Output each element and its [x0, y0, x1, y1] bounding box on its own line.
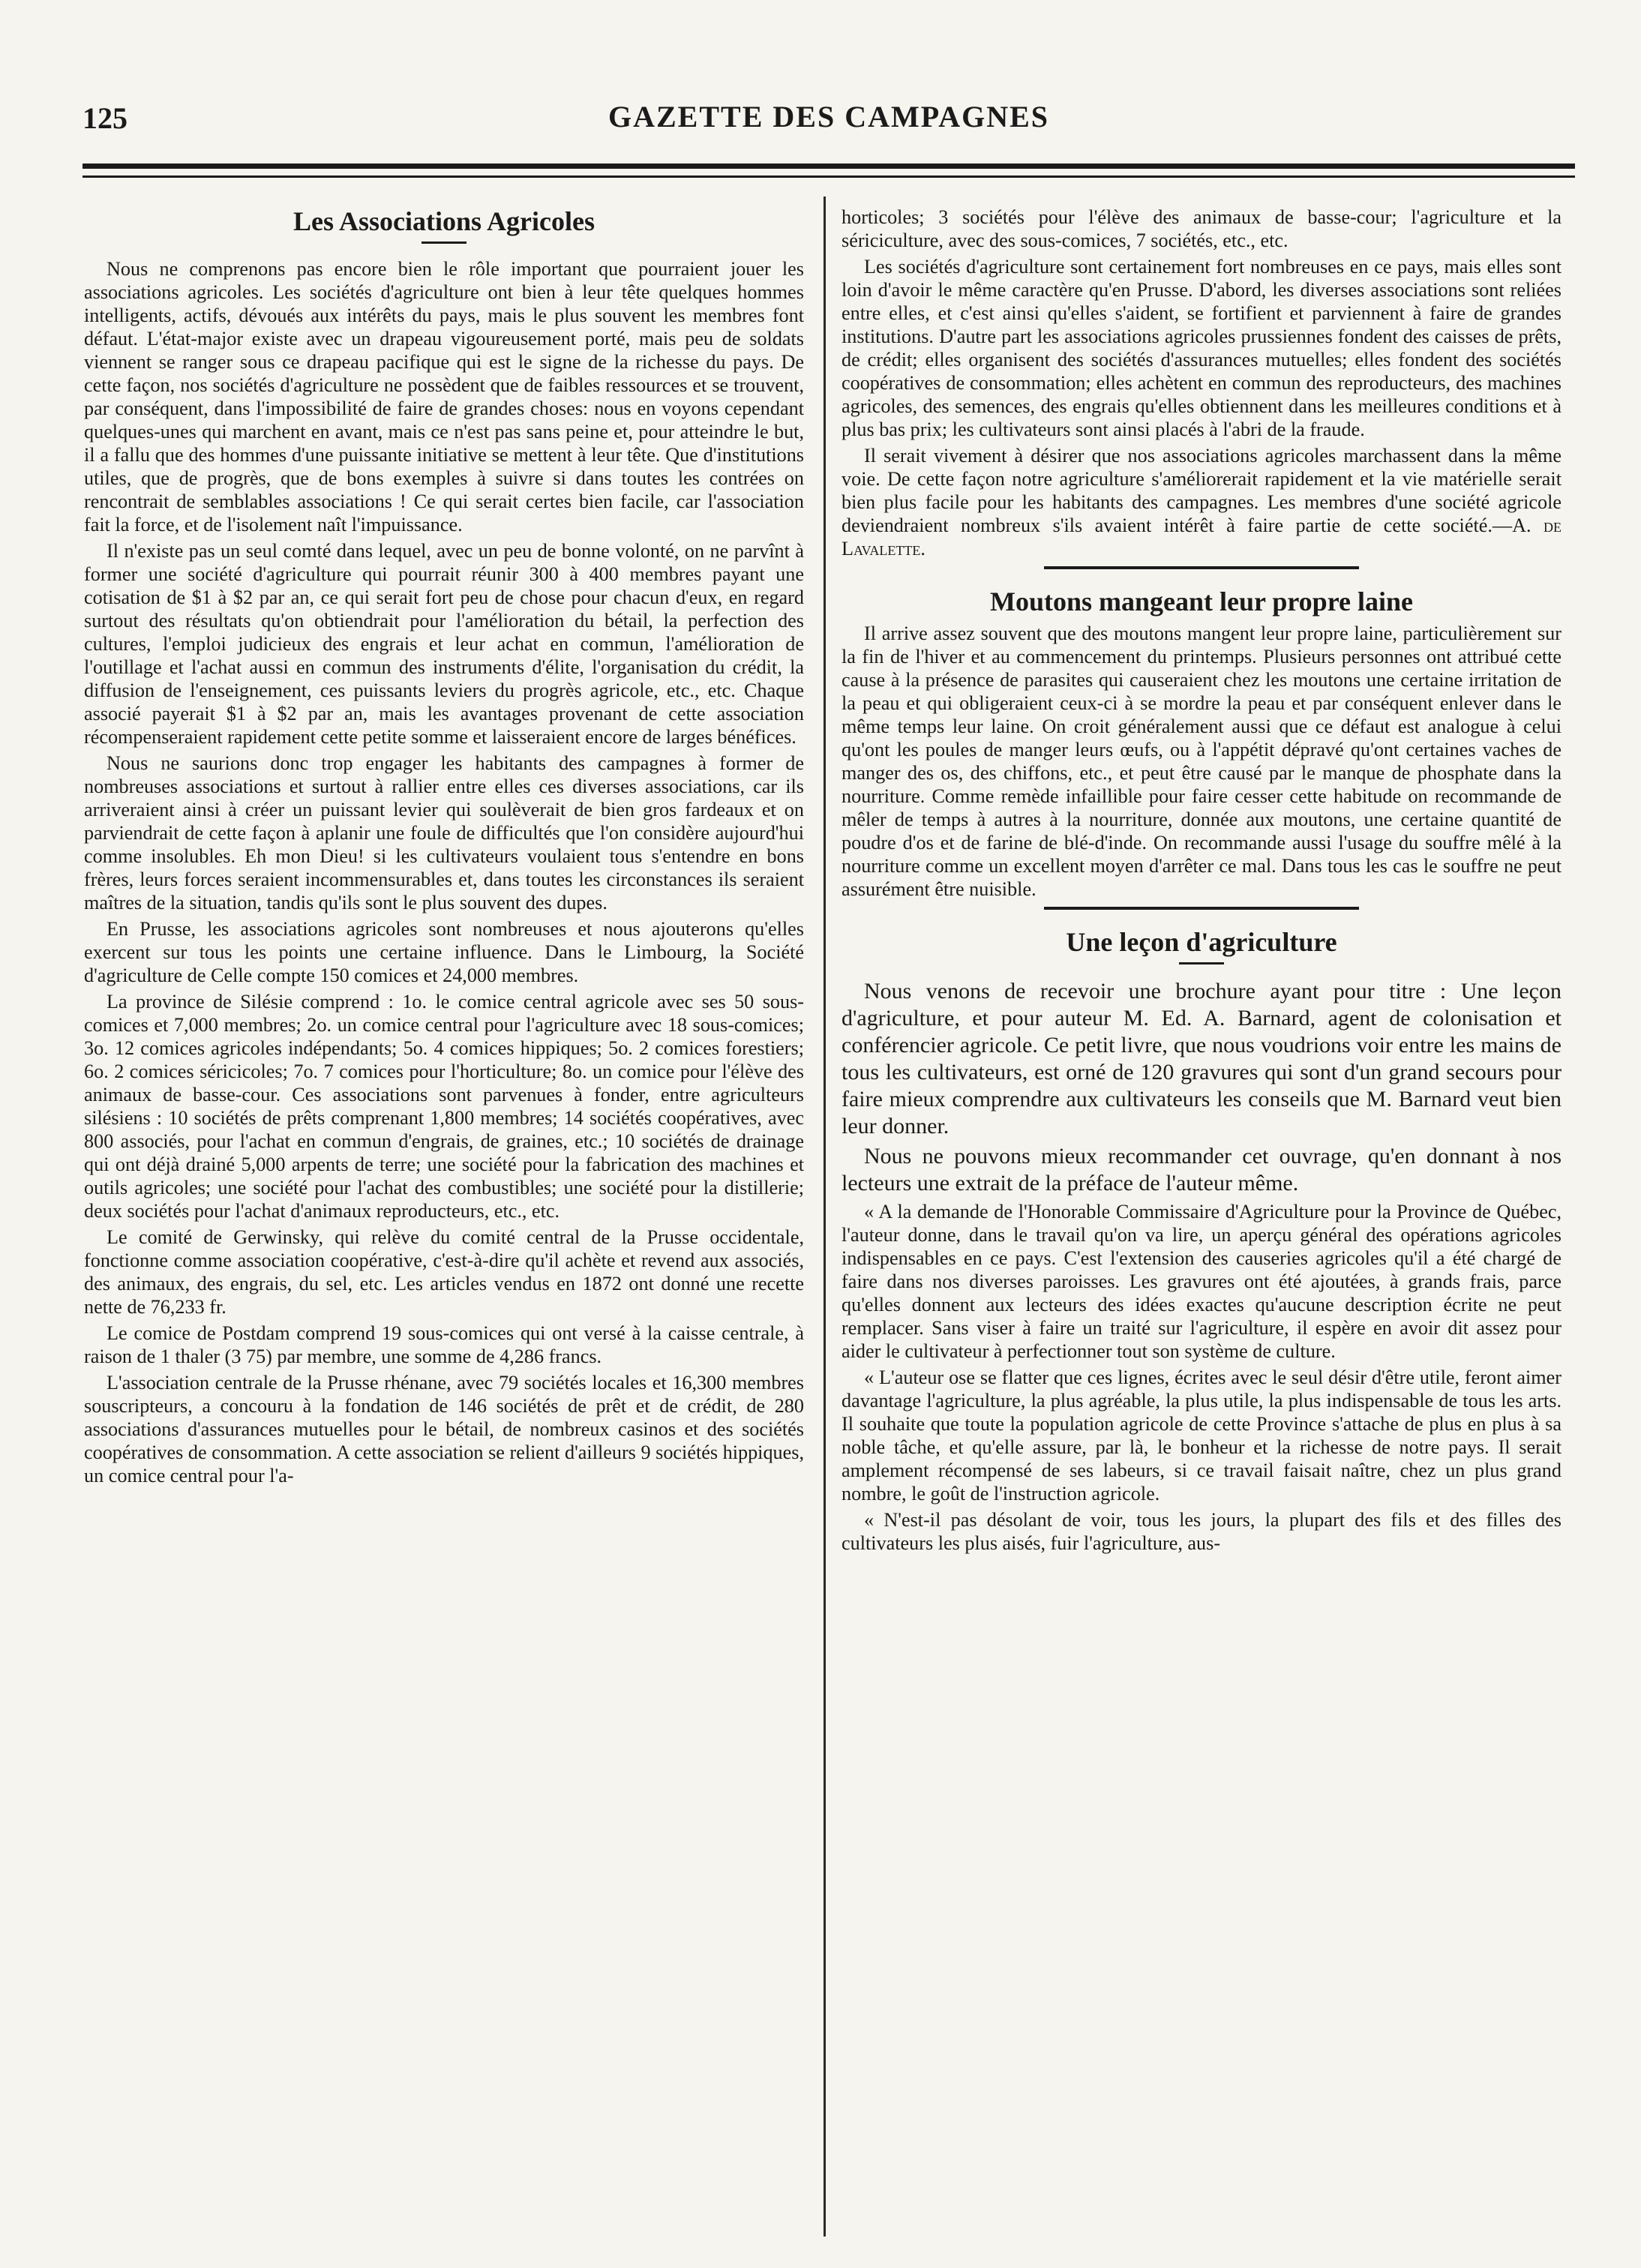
- paragraph: Les sociétés d'agriculture sont certainement fort nombreuses en ce pays, mais elles sont loin d'avoir le même caractère qu'en Prusse. D'abord, les diverses associations sont reliées entre elles, et c'est ainsi qu'elles s'aident, se fortifient et parviennent à faire de grandes institutions. D'autre part les associations agricoles prussiennes fondent des caisses de prêts, de crédit; elles organisent des sociétés d'assurances mutuelles; elles fondent des sociétés coopératives de consommation; elles achètent en commun des reproducteurs, des machines agricoles, des semences, des engrais qu'elles obtiennent dans les meilleures conditions et à plus bas prix; les cultivateurs sont ainsi placés à l'abri de la fraude.: [842, 256, 1562, 440]
- column-divider: [824, 196, 826, 2236]
- author-signature: A. de Lavalette.: [842, 514, 1562, 560]
- paragraph: En Prusse, les associations agricoles sont nombreuses et nous ajouterons qu'elles exercent sur tous les points une certaine influence. Dans le Limbourg, la Société d'agriculture de Celle compte 150 comices et 24,000 membres.: [84, 918, 804, 986]
- quote-paragraph: « N'est-il pas désolant de voir, tous les jours, la plupart des fils et des filles des cultivateurs les plus aisés, fuir l'agriculture, aus-: [842, 1509, 1562, 1554]
- paragraph-text: Il serait vivement à désirer que nos associations agricoles marchassent dans la même voie. De cette façon notre agriculture s'améliorerait rapidement et la vie matérielle serait bien plus facile pour les habitants des campagnes. Les membres d'une société agricole deviendraient nombreux s'ils avaient intérêt à faire partie de cette société.—: [842, 445, 1562, 536]
- quote-paragraph: « A la demande de l'Honorable Commissaire d'Agriculture pour la Province de Québec, l'auteur donne, dans le travail qu'on va lire, un aperçu général des opérations agricoles indispensables en ce pays. C'est l'extension des causeries agricoles qu'il a été chargé de faire dans nos diverses paroisses. Les gravures ont été ajoutées, à grands frais, parce qu'elles donnent aux lecteurs des idées exactes qu'aucune description écrite ne peut remplacer. Sans viser à faire un traité sur l'agriculture, il espère en avoir dit assez pour aider le cultivateur à perfectionner tout son système de culture.: [842, 1201, 1562, 1362]
- paragraph: Il n'existe pas un seul comté dans lequel, avec un peu de bonne volonté, on ne parvînt à former une société d'agriculture qui pourrait réunir 300 à 400 membres payant une cotisation de $1 à $2 par an, ce qui serait fort peu de chose pour chacun d'eux, en regard surtout des résultats qu'on obtiendrait pour l'amélioration du bétail, la perfection des cultures, l'emploi judicieux des engrais et leur achat en commun, l'amélioration de l'outillage et l'achat aussi en commun des instruments d'élite, l'organisation du crédit, la diffusion de l'enseignement, ces puissants leviers du progrès agricole, etc., etc. Chaque associé payerait $1 à $2 par an, mais les avantages provenant de cette association récompenseraient rapidement cette petite somme et laisseraient encore de larges bénéfices.: [84, 540, 804, 748]
- article-title-lesson: Une leçon d'agriculture: [1066, 927, 1337, 957]
- paragraph: Nous ne saurions donc trop engager les habitants des campagnes à former de nombreuses associations et surtout à rallier entre elles ces diverses associations, car ils arriveraient ainsi à créer un puissant levier qui soulèverait de bien gros fardeaux et on parviendrait de cette façon à aplanir une foule de difficultés que l'on considère aujourd'hui comme insolubles. Eh mon Dieu! si les cultivateurs voulaient tous s'entendre en bons frères, leurs forces seraient incommensurables et, dans toutes les circonstances ils seraient maîtres de la situation, tandis qu'ils sont le plus souvent des dupes.: [84, 752, 804, 914]
- right-column: [842, 206, 1562, 1558]
- page-header: [82, 92, 1575, 136]
- paragraph: Le comité de Gerwinsky, qui relève du comité central de la Prusse occidentale, fonctionne comme association coopérative, c'est-à-dire qu'il achète et revend aux associés, des animaux, des engrais, du sel, etc. Les articles vendus en 1872 ont donné une recette nette de 76,233 fr.: [84, 1226, 804, 1318]
- paragraph: Il arrive assez souvent que des moutons mangent leur propre laine, particulièrement sur la fin de l'hiver et au commencement du printemps. Plusieurs personnes ont attribué cette cause à la présence de parasites qui causeraient chez les moutons une certaine irritation de la peau et qui obligeraient ceux-ci à se mordre la peau et par conséquent enlever dans le même temps leur laine. On croit généralement aussi que ce défaut est analogue à celui qu'ont les poules de manger leurs œufs, ou à l'appétit dépravé qu'ont certaines vaches de manger des os, des chiffons, etc., et peut être causé par le manque de phosphate dans la nourriture. Comme remède infaillible pour faire cesser cette habitude on recommande de mêler de temps à autres à la nourriture, donnée aux moutons, une certaine quantité de poudre d'os et de farine de blé-d'inde. On recommande aussi l'usage du souffre mêlé à la nourriture comme un excellent moyen d'arrêter ce mal. Dans tous les cas le souffre ne peut assurément être nuisible.: [842, 622, 1562, 900]
- paragraph: Nous ne comprenons pas encore bien le rôle important que pourraient jouer les associations agricoles. Les sociétés d'agriculture ont bien à leur tête quelques hommes intelligents, actifs, dévoués aux intérêts du pays, mais le plus souvent les membres font défaut. L'état-major existe avec un drapeau vigoureusement porté, mais peu de soldats viennent se ranger sous ce drapeau pacifique qui est le signe de la richesse du pays. De cette façon, nos sociétés d'agriculture ne possèdent que de faibles ressources et se trouvent, par conséquent, dans l'impossibilité de faire de grandes choses: nous en voyons cependant quelques-unes qui marchent en avant, mais ce n'est pas sans peine et, pour atteindre le but, il a fallu que des hommes d'une puissante initiative se mettent à leur tête. Que d'institutions utiles, que de progrès, que de bons exemples à suivre si dans toutes les contrées on rencontrait de semblables associations ! Ce qui serait certes bien facile, car l'association fait la force, et de l'isolement naît l'impuissance.: [84, 258, 804, 536]
- paragraph: Nous venons de recevoir une brochure ayant pour titre : Une leçon d'agriculture, et pour auteur M. Ed. A. Barnard, agent de colonisation et conférencier agricole. Ce petit livre, que nous voudrions voir entre les mains de tous les cultivateurs, est orné de 120 gravures qui sont d'un grand secours pour faire mieux comprendre aux cultivateurs les conseils que M. Barnard veut bien leur donner.: [842, 979, 1562, 1138]
- header-rule-thin: [82, 176, 1575, 178]
- section-separator: [1044, 566, 1359, 569]
- paragraph: L'association centrale de la Prusse rhénane, avec 79 sociétés locales et 16,300 membres souscripteurs, a concouru à la fondation de 146 sociétés de prêt et de crédit, de 280 associations d'assurances mutuelles pour le bétail, de nombreux casinos et des sociétés coopératives de consommation. A cette association se relient d'ailleurs 9 sociétés hippiques, un comice central pour l'a-: [84, 1372, 804, 1486]
- page-number: 125: [82, 101, 128, 135]
- paragraph: [842, 444, 1562, 560]
- article-title-associations: Les Associations Agricoles: [293, 206, 595, 236]
- paragraph: Nous ne pouvons mieux recommander cet ouvrage, qu'en donnant à nos lecteurs une extrait de la préface de l'auteur même.: [842, 1144, 1562, 1196]
- title-divider: [1179, 962, 1224, 964]
- header-rule-thick: [82, 164, 1575, 169]
- section-separator: [1044, 907, 1359, 910]
- paragraph: Le comice de Postdam comprend 19 sous-comices qui ont versé à la caisse centrale, à raison de 1 thaler (3 75) par membre, une somme de 4,286 francs.: [84, 1322, 804, 1367]
- quote-paragraph: « L'auteur ose se flatter que ces lignes, écrites avec le seul désir d'être utile, feront aimer davantage l'agriculture, la plus agréable, la plus utile, la plus indispensable de tous les arts. Il souhaite que toute la population agricole de cette Province s'attache de plus en plus à sa noble tâche, et qu'elle assure, par là, le bonheur et la richesse de notre pays. Il serait amplement récompensé de ses labeurs, si ce travail faisait naître, chez un plus grand nombre, le goût de l'instruction agricole.: [842, 1366, 1562, 1504]
- left-column: [84, 206, 804, 1490]
- paragraph: La province de Silésie comprend : 1o. le comice central agricole avec ses 50 sous-comices et 7,000 membres; 2o. un comice central pour l'agriculture avec 18 sous-comices; 3o. 12 comices agricoles indépendants; 5o. 4 comices hippiques; 5o. 2 comices forestiers; 6o. 2 comices séricicoles; 7o. 7 comices pour l'horticulture; 8o. un comice pour l'élève des animaux de basse-cour. Ces associations sont parvenues à fonder, entre agriculteurs silésiens : 10 sociétés de prêts comprenant 1,800 membres; 14 sociétés coopératives, avec 800 associés, pour l'achat en commun d'engrais, de graines, etc.; 10 sociétés de drainage qui ont déjà drainé 5,000 arpents de terre; une société pour la fabrication des machines et outils agricoles; une société pour l'achat des combustibles; une société pour la distillerie; deux sociétés pour l'achat d'animaux reproducteurs, etc., etc.: [84, 991, 804, 1222]
- paragraph: horticoles; 3 sociétés pour l'élève des animaux de basse-cour; l'agriculture et la sériciculture, avec des sous-comices, 7 sociétés, etc., etc.: [842, 206, 1562, 251]
- running-title: GAZETTE DES CAMPAGNES: [608, 100, 1049, 134]
- article-title-sheep: Moutons mangeant leur propre laine: [989, 586, 1414, 616]
- title-divider: [422, 242, 466, 244]
